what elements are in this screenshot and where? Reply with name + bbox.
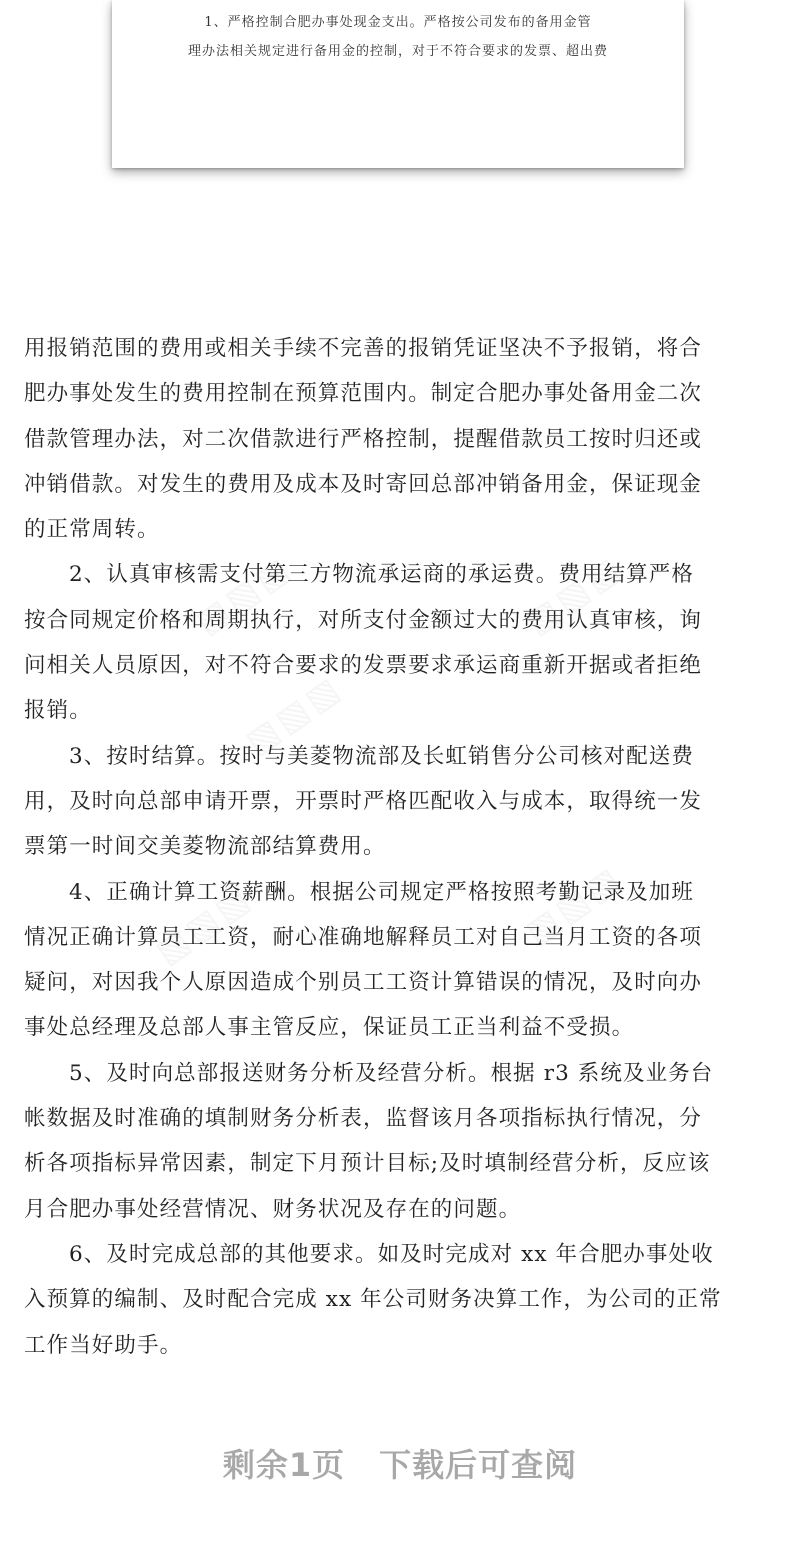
watermark-logo: ▧▧▧ [518, 857, 631, 953]
watermark-logo: ▧▧▧ [238, 667, 351, 763]
watermark-logo: ▧▧▧ [148, 877, 261, 973]
remaining-pages-banner[interactable] [0, 1440, 800, 1486]
page-preview-card [112, 0, 684, 168]
paragraph-item-6: 6、及时完成总部的其他要求。如及时完成对 xx 年合肥办事处收 入预算的编制、及时配合完成 xx 年公司财务决算工作，为公司的正常 工作当好助手。 [24, 1241, 722, 1358]
download-to-read-label: 下载后可查阅 [379, 1446, 578, 1484]
watermark-logo: ▧▧▧ [188, 547, 301, 643]
preview-text-line: 1、严格控制合肥办事处现金支出。严格按公司发布的备用金管 [204, 15, 592, 30]
watermark-logo: ▧▧▧ [518, 547, 631, 643]
paragraph-item-3: 3、按时结算。按时与美菱物流部及长虹销售分公司核对配送费 用，及时向总部申请开票，开票时严格匹配收入与成本，取得统一发 票第一时间交美菱物流部结算费用。 [24, 743, 703, 860]
paragraph-item-2: 2、认真审核需支付第三方物流承运商的承运费。费用结算严格 按合同规定价格和周期执行，对所支付金额过大的费用认真审核，询 问相关人员原因，对不符合要求的发票要求承运商重新开据或者拒绝 报销。 [24, 562, 703, 724]
paragraph-continuation: 用报销范围的费用或相关手续不完善的报销凭证坚决不予报销，将合 肥办事处发生的费用控制在预算范围内。制定合肥办事处备用金二次 借款管理办法，对二次借款进行严格控制，提醒借款员工按时归还或 冲销借款。对发生的费用及成本及时寄回总部冲销备用金，保证现金 的正常周转。 [24, 336, 703, 543]
paragraph-item-5: 5、及时向总部报送财务分析及经营分析。根据 r3 系统及业务台 帐数据及时准确的填制财务分析表，监督该月各项指标执行情况，分 析各项指标异常因素，制定下月预计目标;及时填制经营分析，反应该 月合肥办事处经营情况、财务状况及存在的问题。 [24, 1060, 714, 1222]
document-body [24, 326, 784, 1368]
preview-text-line: 理办法相关规定进行备用金的控制，对于不符合要求的发票、超出费 [187, 44, 608, 59]
paragraph-item-4: 4、正确计算工资薪酬。根据公司规定严格按照考勤记录及加班 情况正确计算员工工资，耐心准确地解释员工对自己当月工资的各项 疑问，对因我个人原因造成个别员工工资计算错误的情况，及时向办 事处总经理及总部人事主管反应，保证员工正当利益不受损。 [24, 879, 703, 1041]
remaining-pages-label: 剩余1页 [222, 1446, 346, 1484]
